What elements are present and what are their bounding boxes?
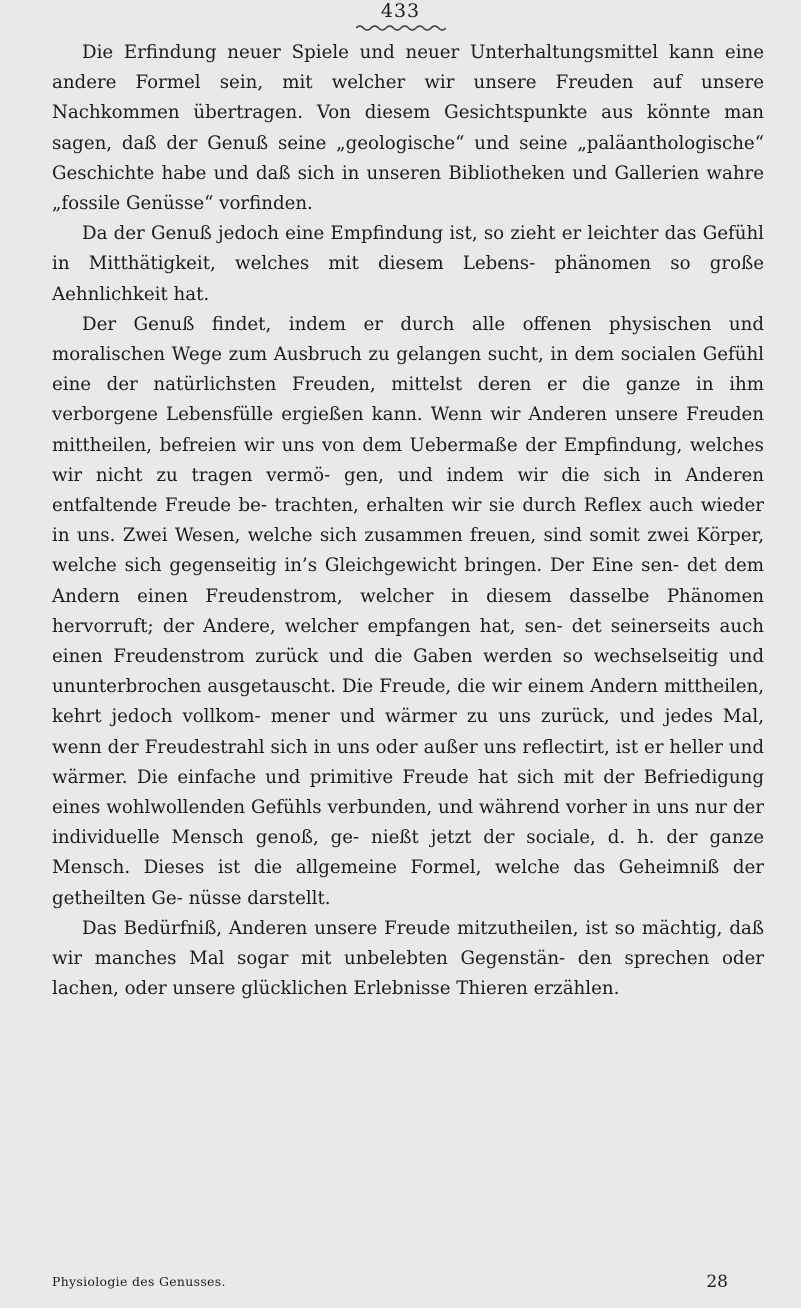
decorative-wave-ornament (356, 24, 446, 32)
page-footer (52, 1270, 764, 1294)
paragraph-3: Der Genuß findet, indem er durch alle offenen physischen und moralischen Wege zum Ausbruch zu gelangen sucht, in dem socialen Gefühl eine der natürlichsten Freuden, mittelst deren er die ganze in ihm verborgene Lebensfülle ergießen kann. Wenn wir Anderen unsere Freuden mittheilen, befreien wir uns von dem Uebermaße der Empfindung, welches wir nicht zu tragen vermö- gen, und indem wir die sich in Anderen entfaltende Freude be- trachten, erhalten wir sie durch Reflex auch wieder in uns. Zwei Wesen, welche sich zusammen freuen, sind somit zwei Körper, welche sich gegenseitig in’s Gleichgewicht bringen. Der Eine sen- det dem Andern einen Freudenstrom, welcher in diesem dasselbe Phänomen hervorruft; der Andere, welcher empfangen hat, sen- det seinerseits auch einen Freudenstrom zurück und die Gaben werden so wechselseitig und ununterbrochen ausgetauscht. Die Freude, die wir einem Andern mittheilen, kehrt jedoch vollkom- mener und wärmer zu uns zurück, und jedes Mal, wenn der Freudestrahl sich in uns oder außer uns reflectirt, ist er heller und wärmer. Die einfache und primitive Freude hat sich mit der Befriedigung eines wohlwollenden Gefühls verbunden, und während vorher in uns nur der individuelle Mensch genoß, ge- nießt jetzt der sociale, d. h. der ganze Mensch. Dieses ist die allgemeine Formel, welche das Geheimniß der getheilten Ge- nüsse darstellt. (52, 313, 764, 909)
paragraph-4: Das Bedürfniß, Anderen unsere Freude mitzutheilen, ist so mächtig, daß wir manches Mal sogar mit unbelebten Gegenstän- den sprechen oder lachen, oder unsere glücklichen Erlebnisse Thieren erzählen. (52, 917, 764, 1000)
paragraph-2: Da der Genuß jedoch eine Empfindung ist, so zieht er leichter das Gefühl in Mitthätigkeit, welches mit diesem Lebens- phänomen so große Aehnlichkeit hat. (52, 223, 764, 305)
paragraph-1: Die Erfindung neuer Spiele und neuer Unterhaltungsmittel kann eine andere Formel sein, mit welcher wir unsere Freuden auf unsere Nachkommen übertragen. Von diesem Gesichtspunkte aus könnte man sagen, daß der Genuß seine „geologische“ und seine „paläanthologische“ Geschichte habe und daß sich in unseren Bibliotheken und Gallerien wahre „fossile Genüsse“ vorfinden. (52, 42, 764, 215)
signature-mark: 28 (706, 1272, 728, 1292)
running-title: Physiologie des Genusses. (52, 1274, 226, 1289)
body-text (52, 38, 764, 1005)
page-number: 433 (380, 0, 421, 22)
